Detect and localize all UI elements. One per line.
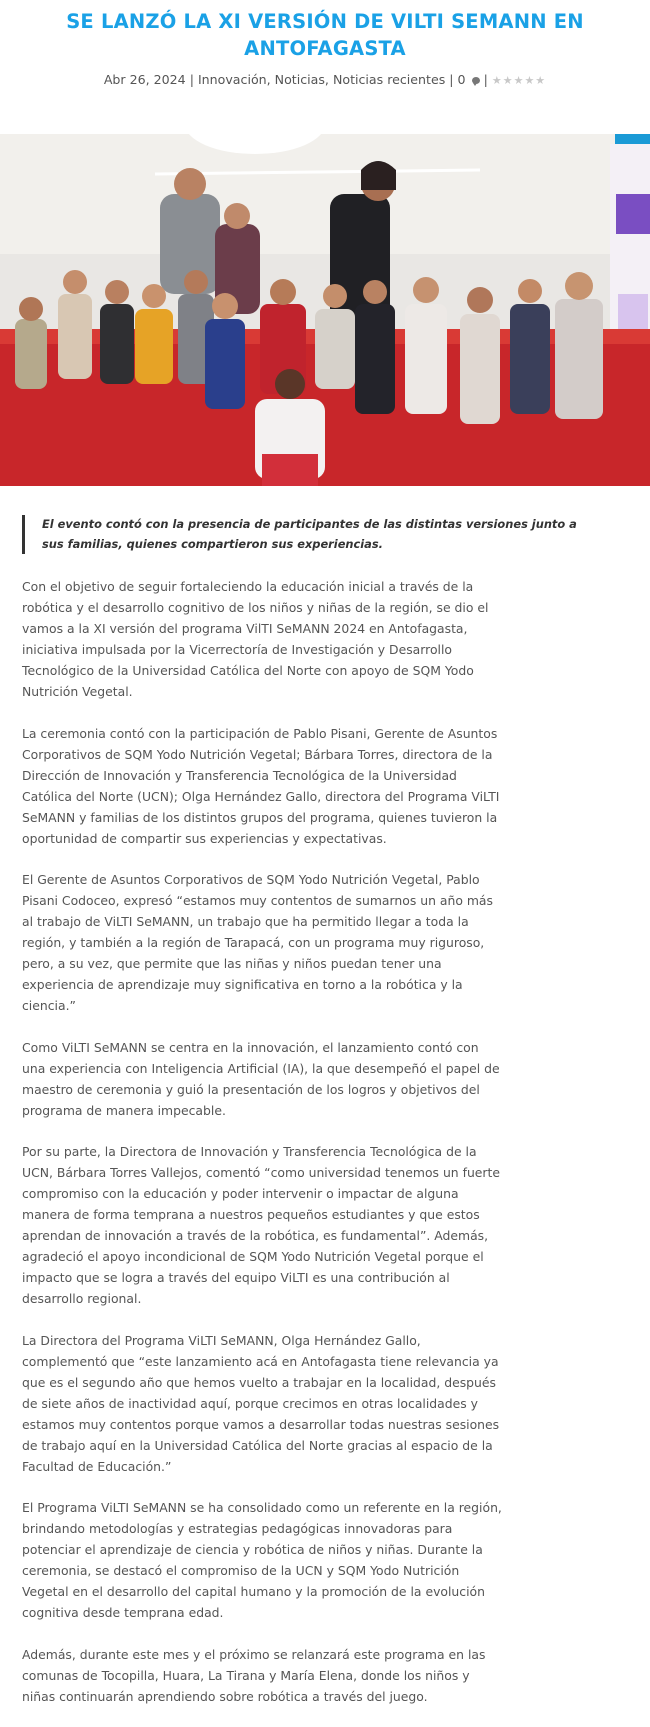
body-paragraph: Como ViLTI SeMANN se centra en la innovación, el lanzamiento contó con una experiencia con Inteligencia Artificial (IA), la que desempeñó el papel de maestro de ceremonia y guió la presentación de los logros y objetivos del programa de manera impecable. xyxy=(22,1039,500,1118)
group-photo-icon xyxy=(0,134,650,486)
body-paragraph: La Directora del Programa ViLTI SeMANN, Olga Hernández Gallo, complementó que “este lanzamiento acá en Antofagasta tiene relevancia ya que es el segundo año que hemos vuelto a trabajar en la localidad, después de siete años de inactividad aquí, porque crecimos en otras localidades y estamos muy contentos porque vamos a desarrollar todas nuestras sesiones de trabajo aquí en la Universidad Católica del Norte gracias al espacio de la Facultad de Educación.” xyxy=(22,1332,500,1474)
category-link-innovacion[interactable]: Innovación xyxy=(197,72,267,87)
post-title: SE LANZÓ LA XI VERSIÓN DE VILTI SEMANN EN ANTOFAGASTA xyxy=(66,10,584,60)
comment-icon xyxy=(472,77,480,84)
body-paragraph: Con el objetivo de seguir fortaleciendo la educación inicial a través de la robótica y el desarrollo cognitivo de los niños y niñas de la región, se dio el vamos a la XI versión del programa VilTI SeMANN 2024 en Antofagasta, iniciativa impulsada por la Vicerrectoría de Investigación y Desarrollo Tecnológico de la Universidad Católica del Norte con apoyo de SQM Yodo Nutrición Vegetal. xyxy=(22,579,489,699)
body-paragraph: El Gerente de Asuntos Corporativos de SQM Yodo Nutrición Vegetal, Pablo Pisani Codoceo, expresó “estamos muy contentos de sumarnos un año más al trabajo de ViLTI SeMANN, un trabajo que ha permitido llegar a toda la región, y también a la región de Tarapacá, con un programa muy riguroso, pero, a su vez, que permite que las niñas y niños puedan tener una experiencia de aprendizaje muy significativa en torno a la robótica y la ciencia.” xyxy=(22,872,493,1013)
comments-link[interactable] xyxy=(458,72,480,87)
body-paragraph: El Programa ViLTI SeMANN se ha consolidado como un referente en la región, brindando metodologías y estrategias pedagógicas innovadoras para potenciar el aprendizaje de ciencia y robótica de niños y niñas. Durante la ceremonia, se destacó el compromiso de la UCN y SQM Yodo Nutrición Vegetal en el desarrollo del capital humano y la promoción de la evolución cognitiva desde temprana edad. xyxy=(22,1500,502,1620)
body-paragraph: Además, durante este mes y el próximo se relanzará este programa en las comunas de Tocopilla, Huara, La Tirana y María Elena, donde los niños y niñas continuarán aprendiendo sobre robótica a través del juego. xyxy=(22,1646,486,1704)
pull-quote xyxy=(22,515,602,554)
article-body xyxy=(22,576,502,1727)
meta-separator: | xyxy=(189,72,194,87)
meta-separator: | xyxy=(449,72,454,87)
featured-image xyxy=(0,134,650,486)
comment-count: 0 xyxy=(457,72,466,87)
category-link-noticias-recientes[interactable]: Noticias recientes xyxy=(332,72,446,87)
category-link-noticias[interactable]: Noticias xyxy=(274,72,325,87)
body-paragraph: La ceremonia contó con la participación de Pablo Pisani, Gerente de Asuntos Corporativos de SQM Yodo Nutrición Vegetal; Bárbara Torres, directora de la Dirección de Innovación y Transferencia Tecnológica de la Universidad Católica del Norte (UCN); Olga Hernández Gallo, directora del Programa ViLTI SeMANN y familias de los distintos grupos del programa, quienes tuvieron la oportunidad de compartir sus experiencias y expectativas. xyxy=(22,725,500,846)
meta-separator: | xyxy=(483,72,488,87)
post-date: Abr 26, 2024 xyxy=(103,72,186,87)
post-meta: Abr 26, 2024 | Innovación, Noticias, Noticias recientes | 0 | ★★★★★ xyxy=(103,72,547,87)
post-header xyxy=(0,0,650,89)
body-paragraph: Por su parte, la Directora de Innovación y Transferencia Tecnológica de la UCN, Bárbara Torres Vallejos, comentó “como universidad tenemos un fuerte compromiso con la educación y poder intervenir o impactar de alguna manera de forma temprana a nuestros pequeños estudiantes y que estos aprendan de innovación a través de la robótica, es fundamental”. Además, agradeció el apoyo incondicional de SQM Yodo Nutrición Vegetal porque el impacto que se logra a través del equipo ViLTI es una contribución al desarrollo regional. xyxy=(22,1144,501,1306)
pull-quote-text: El evento contó con la presencia de participantes de las distintas versiones junto a sus familias, quienes compartieron sus experiencias. xyxy=(42,517,577,551)
rating-stars[interactable]: ★★★★★ xyxy=(491,74,547,87)
